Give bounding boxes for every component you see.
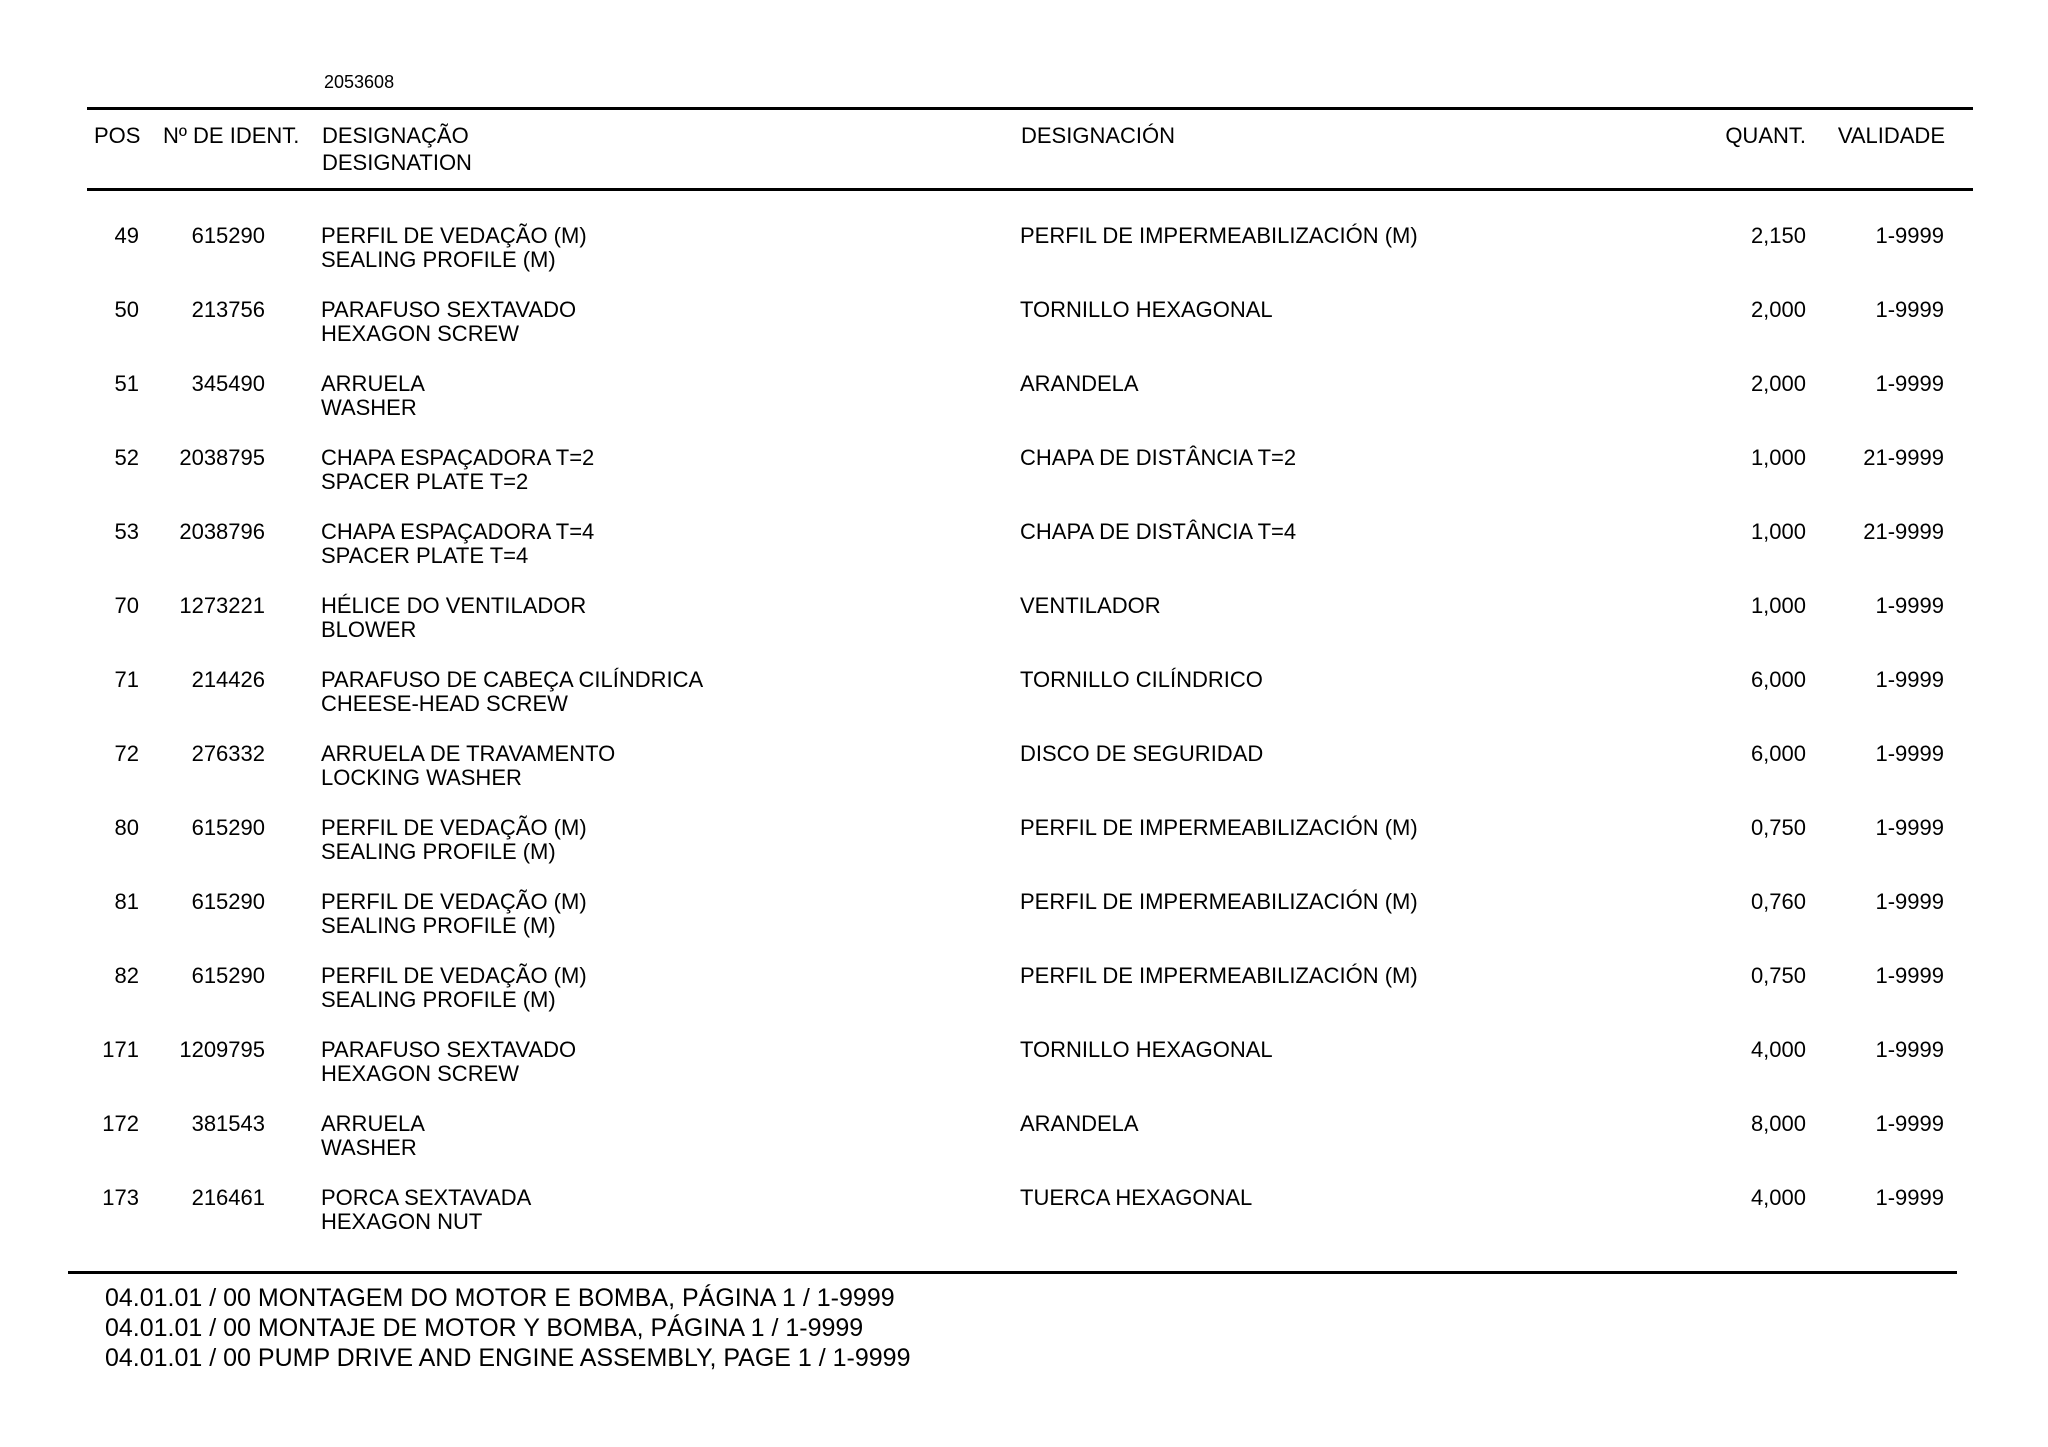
row-validity: 1-9999 [1875, 1037, 1944, 1062]
row-ident: 276332 [191, 741, 265, 766]
header-validade: VALIDADE [1837, 123, 1945, 148]
row-quantity: 1,000 [1750, 519, 1806, 544]
row-designation [321, 594, 586, 642]
row-validity: 1-9999 [1875, 889, 1944, 914]
row-validity: 1-9999 [1875, 1111, 1944, 1136]
row-designacao: PERFIL DE VEDAÇÃO (M) [321, 223, 587, 248]
table-row [0, 594, 2048, 668]
row-ident: 615290 [191, 963, 265, 988]
row-quantity: 2,000 [1750, 297, 1806, 322]
document-number: 2053608 [324, 72, 395, 92]
row-designacion: TORNILLO CILÍNDRICO [1020, 667, 1263, 692]
row-pos: 172 [102, 1111, 139, 1136]
header-pos: POS [94, 123, 141, 148]
row-designacion: DISCO DE SEGURIDAD [1020, 741, 1264, 766]
row-validity: 1-9999 [1875, 667, 1944, 692]
row-pos: 52 [114, 445, 139, 470]
row-quantity: 4,000 [1750, 1185, 1806, 1210]
row-designacao: HÉLICE DO VENTILADOR [321, 593, 587, 618]
row-designation-en: SPACER PLATE T=4 [321, 543, 529, 568]
footer [105, 1283, 910, 1373]
row-designation-en: HEXAGON NUT [321, 1209, 483, 1234]
row-designacion: CHAPA DE DISTÂNCIA T=4 [1020, 519, 1297, 544]
row-designation-en: CHEESE-HEAD SCREW [321, 691, 568, 716]
row-designation [321, 520, 594, 568]
row-designacion: CHAPA DE DISTÂNCIA T=2 [1020, 445, 1297, 470]
table-row [0, 1186, 2048, 1260]
row-designation [321, 742, 615, 790]
row-validity: 21-9999 [1863, 519, 1944, 544]
row-designation-en: SEALING PROFILE (M) [321, 247, 556, 272]
parts-table [0, 224, 2048, 1260]
row-quantity: 8,000 [1750, 1111, 1806, 1136]
row-pos: 71 [114, 667, 139, 692]
row-pos: 80 [114, 815, 139, 840]
row-validity: 1-9999 [1875, 593, 1944, 618]
row-ident: 2038796 [179, 519, 265, 544]
row-quantity: 1,000 [1750, 593, 1806, 618]
row-pos: 173 [102, 1185, 139, 1210]
row-ident: 381543 [191, 1111, 265, 1136]
row-designacao: CHAPA ESPAÇADORA T=4 [321, 519, 595, 544]
row-ident: 345490 [191, 371, 265, 396]
table-row [0, 890, 2048, 964]
header-top-rule [87, 107, 1973, 110]
row-designacao: PARAFUSO DE CABEÇA CILÍNDRICA [321, 667, 704, 692]
row-pos: 50 [114, 297, 139, 322]
row-validity: 1-9999 [1875, 741, 1944, 766]
row-validity: 1-9999 [1875, 963, 1944, 988]
row-designacao: PORCA SEXTAVADA [321, 1185, 532, 1210]
row-designacion: ARANDELA [1020, 371, 1139, 396]
row-designacion: PERFIL DE IMPERMEABILIZACIÓN (M) [1020, 223, 1418, 248]
row-designacao: PERFIL DE VEDAÇÃO (M) [321, 963, 587, 988]
row-designation [321, 890, 587, 938]
row-designation [321, 446, 594, 494]
row-designacion: TORNILLO HEXAGONAL [1020, 297, 1273, 322]
footer-line-en: 04.01.01 / 00 PUMP DRIVE AND ENGINE ASSEMBLY, PAGE 1 / 1-9999 [105, 1344, 911, 1372]
row-pos: 81 [114, 889, 139, 914]
table-row [0, 1038, 2048, 1112]
row-designation [321, 964, 587, 1012]
row-designation-en: WASHER [321, 1135, 417, 1160]
row-designacao: PERFIL DE VEDAÇÃO (M) [321, 815, 587, 840]
row-pos: 72 [114, 741, 139, 766]
table-row [0, 372, 2048, 446]
row-designacao: PARAFUSO SEXTAVADO [321, 1037, 577, 1062]
row-quantity: 0,750 [1750, 815, 1806, 840]
table-row [0, 964, 2048, 1038]
table-row [0, 298, 2048, 372]
header-ident: Nº DE IDENT. [163, 123, 300, 148]
header-quant: QUANT. [1725, 123, 1806, 148]
row-designacao: ARRUELA [321, 1111, 425, 1136]
row-designacao: ARRUELA [321, 371, 425, 396]
table-row [0, 520, 2048, 594]
row-validity: 1-9999 [1875, 223, 1944, 248]
row-designation [321, 816, 587, 864]
row-quantity: 1,000 [1750, 445, 1806, 470]
row-pos: 171 [102, 1037, 139, 1062]
header-bottom-rule [87, 188, 1973, 191]
row-designation [321, 668, 703, 716]
table-row [0, 224, 2048, 298]
row-validity: 1-9999 [1875, 1185, 1944, 1210]
row-quantity: 0,750 [1750, 963, 1806, 988]
table-row [0, 446, 2048, 520]
row-validity: 1-9999 [1875, 815, 1944, 840]
row-designation [321, 298, 576, 346]
row-ident: 216461 [191, 1185, 265, 1210]
row-designacion: TORNILLO HEXAGONAL [1020, 1037, 1273, 1062]
row-ident: 615290 [191, 223, 265, 248]
row-quantity: 2,000 [1750, 371, 1806, 396]
row-ident: 615290 [191, 889, 265, 914]
row-designation-en: SEALING PROFILE (M) [321, 913, 556, 938]
row-designacion: ARANDELA [1020, 1111, 1139, 1136]
row-quantity: 0,760 [1750, 889, 1806, 914]
row-designacao: CHAPA ESPAÇADORA T=2 [321, 445, 595, 470]
row-ident: 214426 [191, 667, 265, 692]
table-row [0, 816, 2048, 890]
row-designacion: PERFIL DE IMPERMEABILIZACIÓN (M) [1020, 963, 1418, 988]
row-designacao: PARAFUSO SEXTAVADO [321, 297, 577, 322]
footer-line-pt: 04.01.01 / 00 MONTAGEM DO MOTOR E BOMBA, PÁGINA 1 / 1-9999 [105, 1284, 895, 1312]
row-quantity: 4,000 [1750, 1037, 1806, 1062]
row-validity: 21-9999 [1863, 445, 1944, 470]
row-designation [321, 1038, 576, 1086]
header-designation [322, 122, 472, 176]
row-designation-en: SEALING PROFILE (M) [321, 987, 556, 1012]
row-quantity: 2,150 [1750, 223, 1806, 248]
header-designacion: DESIGNACIÓN [1021, 123, 1176, 148]
row-designation-en: HEXAGON SCREW [321, 1061, 520, 1086]
row-designation [321, 372, 425, 420]
table-row [0, 742, 2048, 816]
row-ident: 1209795 [179, 1037, 265, 1062]
row-designacao: PERFIL DE VEDAÇÃO (M) [321, 889, 587, 914]
row-quantity: 6,000 [1750, 741, 1806, 766]
row-ident: 2038795 [179, 445, 265, 470]
row-designation [321, 224, 587, 272]
row-designation-en: BLOWER [321, 617, 417, 642]
row-quantity: 6,000 [1750, 667, 1806, 692]
row-designation-en: WASHER [321, 395, 417, 420]
row-validity: 1-9999 [1875, 371, 1944, 396]
row-designation [321, 1186, 531, 1234]
row-pos: 70 [114, 593, 139, 618]
footer-rule [68, 1271, 1957, 1274]
row-validity: 1-9999 [1875, 297, 1944, 322]
row-pos: 82 [114, 963, 139, 988]
row-designation-en: SPACER PLATE T=2 [321, 469, 529, 494]
row-designacao: ARRUELA DE TRAVAMENTO [321, 741, 616, 766]
row-designation [321, 1112, 425, 1160]
row-designation-en: SEALING PROFILE (M) [321, 839, 556, 864]
table-row [0, 668, 2048, 742]
row-designacion: TUERCA HEXAGONAL [1020, 1185, 1253, 1210]
header-designation-en: DESIGNATION [322, 150, 472, 175]
row-ident: 615290 [191, 815, 265, 840]
row-pos: 49 [114, 223, 139, 248]
table-row [0, 1112, 2048, 1186]
row-designacion: PERFIL DE IMPERMEABILIZACIÓN (M) [1020, 889, 1418, 914]
header-designacao: DESIGNAÇÃO [322, 123, 469, 148]
row-ident: 213756 [191, 297, 265, 322]
row-pos: 51 [114, 371, 139, 396]
row-designacion: PERFIL DE IMPERMEABILIZACIÓN (M) [1020, 815, 1418, 840]
row-designation-en: HEXAGON SCREW [321, 321, 520, 346]
row-pos: 53 [114, 519, 139, 544]
row-designacion: VENTILADOR [1020, 593, 1161, 618]
row-designation-en: LOCKING WASHER [321, 765, 522, 790]
row-ident: 1273221 [179, 593, 265, 618]
footer-line-es: 04.01.01 / 00 MONTAJE DE MOTOR Y BOMBA, PÁGINA 1 / 1-9999 [105, 1314, 864, 1342]
